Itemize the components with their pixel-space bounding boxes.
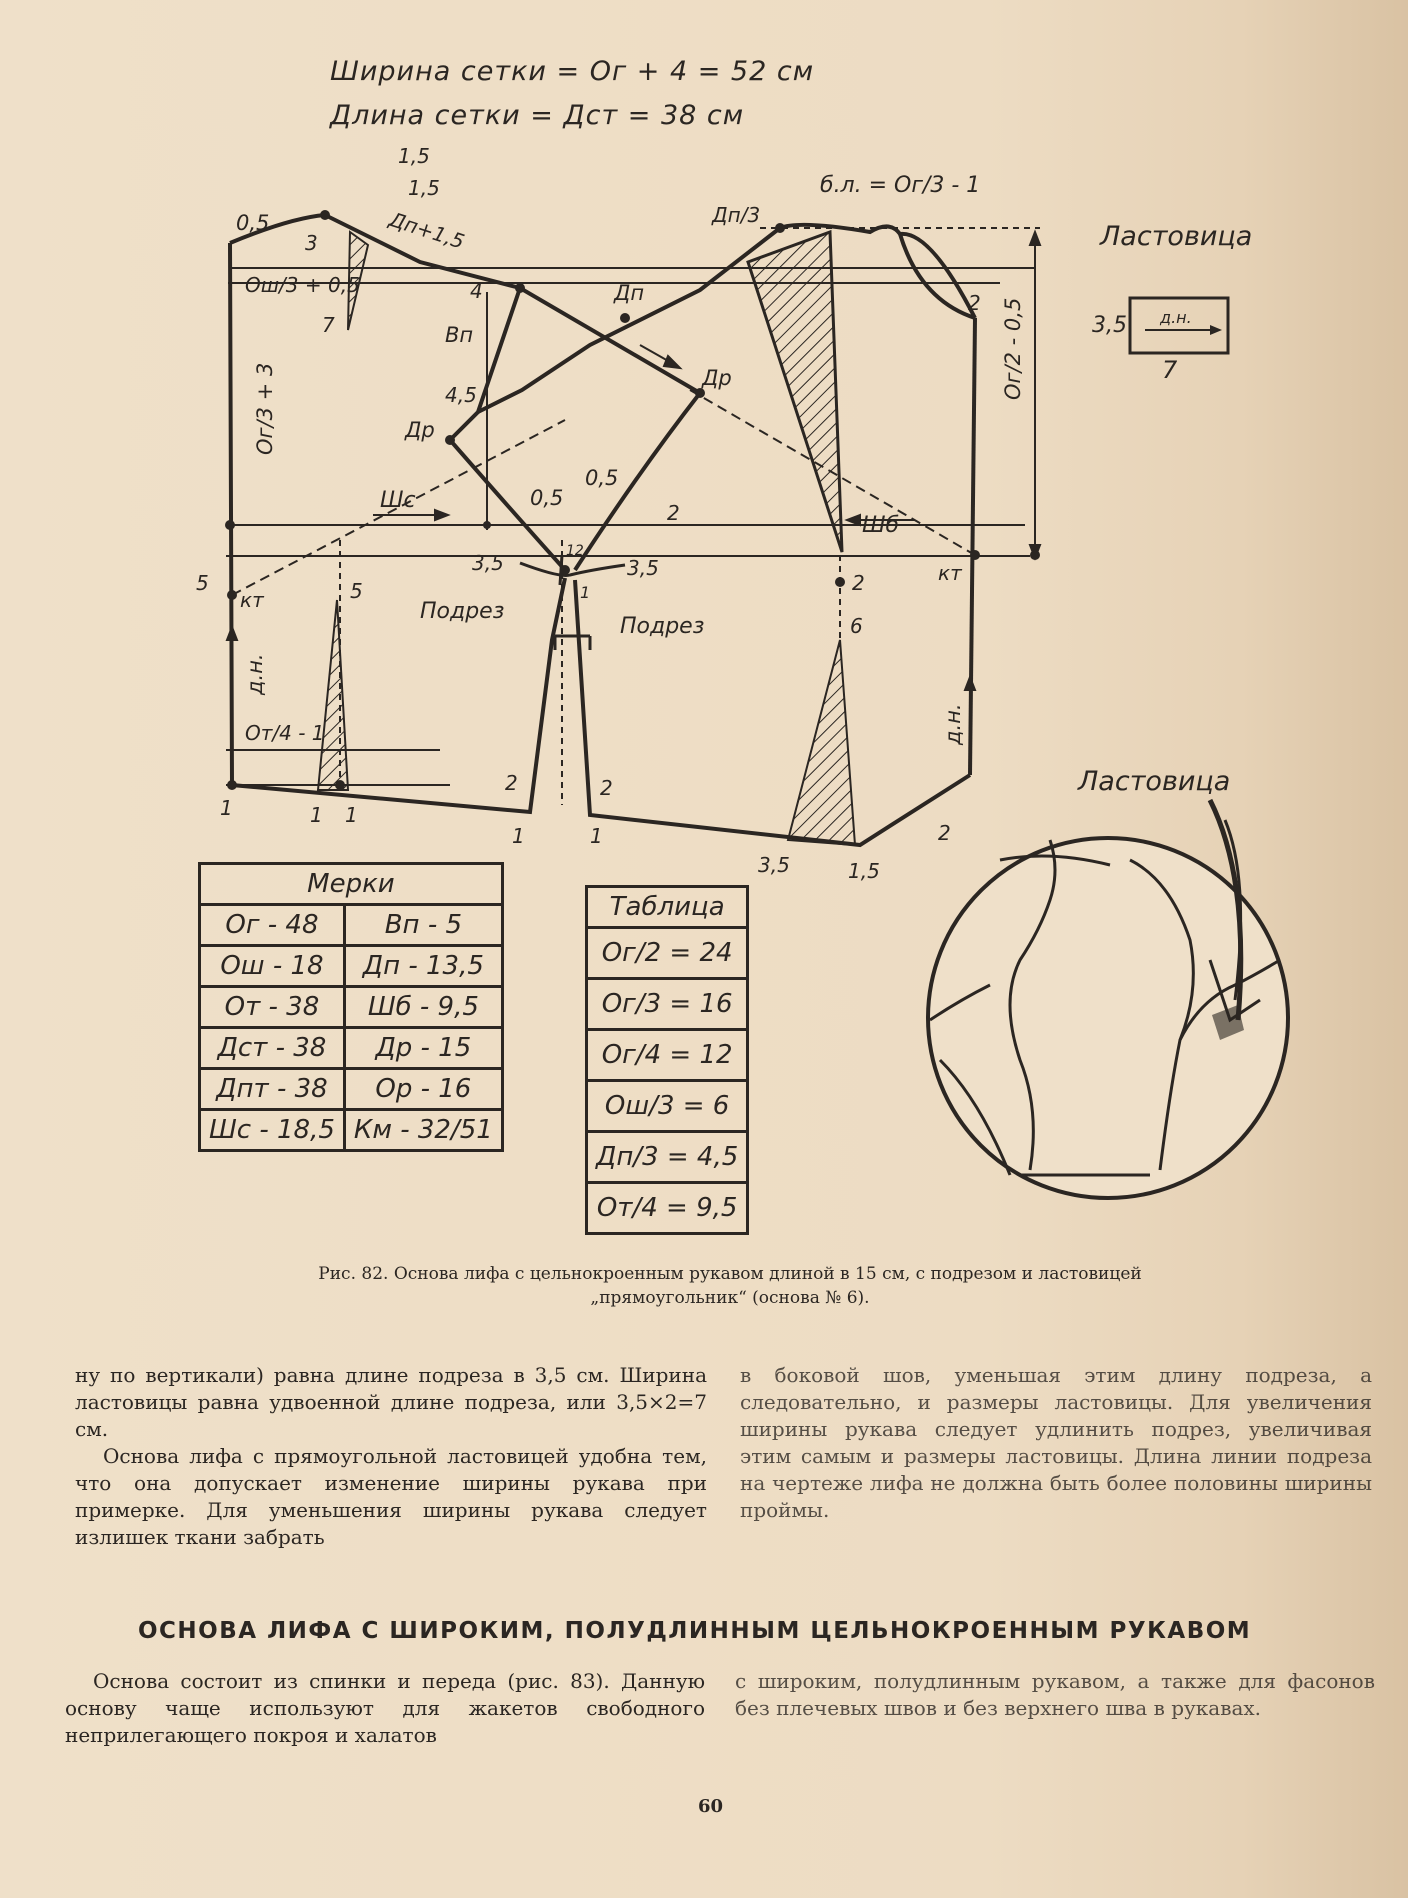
label-1-hem-right: 1 (590, 824, 603, 848)
formula-cell: Ог/4 = 12 (587, 1030, 748, 1081)
table-row (200, 987, 503, 1028)
table-row (587, 979, 748, 1030)
right-paragraph-1: в боковой шов, уменьшая этим длину подреза, а следовательно, и размеры ластовицы. Для увеличения ширины рукава следует удлинить подрез, увеличивая этим самым и размеры ластовицы. Длина линии подреза на чертеже лифа не должна быть более половины ширины проймы. (740, 1363, 1372, 1522)
left-paragraph-3: Основа состоит из спинки и переда (рис. 83). Данную основу чаще используют для жакетов свободного неприлегающего покроя и халатов (65, 1669, 705, 1747)
ot-formula: От/4 - 1 (245, 721, 325, 745)
measure-cell: От - 38 (200, 987, 345, 1028)
label-2-marker: 2 (667, 501, 680, 525)
grid-length-formula: Длина сетки = Дст = 38 см (330, 100, 745, 131)
measure-cell: Ор - 16 (344, 1069, 502, 1110)
label-1-dart-a: 1 (310, 803, 323, 827)
caption-line-1: Рис. 82. Основа лифа с цельнокроенным рукавом длиной в 15 см, с подрезом и ластовицей (318, 1264, 1142, 1284)
gusset-illustration (928, 800, 1288, 1198)
label-5-dart: 5 (350, 579, 363, 603)
underarm-cut (520, 555, 625, 650)
label-3-5-hem: 3,5 (758, 853, 790, 877)
osh-formula: Ош/3 + 0,5 (245, 273, 360, 297)
grid-width-formula: Ширина сетки = Ог + 4 = 52 см (330, 56, 815, 87)
label-2-hem-left: 2 (505, 771, 518, 795)
page-number: 60 (698, 1796, 724, 1817)
label-4-5: 4,5 (445, 383, 477, 407)
label-2-armhole: 2 (968, 291, 981, 315)
table-row (587, 928, 748, 979)
gusset-left-dim: 3,5 (1092, 313, 1127, 338)
formula-table-title: Таблица (587, 887, 748, 928)
label-4: 4 (470, 279, 483, 303)
og3-formula: Ог/3 + 3 (253, 362, 277, 455)
label-0-5-neck: 0,5 (236, 211, 270, 235)
label-12: 12 (566, 543, 584, 559)
front-waist-dart (788, 640, 855, 845)
shs-label: Шс (380, 488, 416, 513)
dn-left-label: д.н. (243, 653, 267, 695)
podrez-right-label: Подрез (620, 614, 705, 639)
label-1-5-top: 1,5 (398, 144, 430, 168)
formula-cell: Ог/2 = 24 (587, 928, 748, 979)
table-row (200, 905, 503, 946)
left-column (75, 1362, 707, 1551)
gusset-bottom-dim: 7 (1162, 356, 1178, 384)
measure-cell: Др - 15 (344, 1028, 502, 1069)
table-row (200, 946, 503, 987)
measure-cell: Км - 32/51 (344, 1110, 502, 1151)
left-paragraph-2: Основа лифа с прямоугольной ластовицей удобна тем, что она допускает изменение ширины рукава при примерке. Для уменьшения ширины рукава следует излишек ткани забрать (75, 1444, 707, 1549)
podrez-left-label: Подрез (420, 599, 505, 624)
label-3-neck: 3 (305, 231, 318, 255)
measure-cell: Шб - 9,5 (344, 987, 502, 1028)
label-2-hem-front: 2 (938, 821, 951, 845)
label-1-dart-b: 1 (345, 803, 358, 827)
label-1-corner: 1 (220, 796, 233, 820)
label-3-5-left: 3,5 (472, 551, 504, 575)
kt-right-label: кт (938, 561, 962, 585)
back-waist-dart (318, 600, 348, 790)
label-1-5-hem: 1,5 (848, 859, 880, 883)
formula-cell: Дп/3 = 4,5 (587, 1132, 748, 1183)
measures-title: Мерки (200, 864, 503, 905)
measure-cell: Ош - 18 (200, 946, 345, 987)
right-column (740, 1362, 1372, 1524)
formula-cell: Ог/3 = 16 (587, 979, 748, 1030)
gusset-box-label: д.н. (1160, 308, 1192, 327)
figure-caption (190, 1262, 1270, 1310)
dr-right-label: Др (702, 366, 732, 390)
table-row (200, 1110, 503, 1151)
formula-cell: От/4 = 9,5 (587, 1183, 748, 1234)
measure-cell: Ог - 48 (200, 905, 345, 946)
vp-label: Вп (445, 323, 474, 347)
back-armhole-formula: б.л. = Ог/3 - 1 (820, 173, 981, 198)
dp3-label: Дп/3 (712, 203, 761, 227)
label-6: 6 (850, 614, 863, 638)
og2-formula: Ог/2 - 0,5 (1001, 297, 1025, 400)
gusset-illustration-title: Ластовица (1078, 766, 1231, 797)
label-1-5-second: 1,5 (408, 176, 440, 200)
front-shoulder-dart (748, 232, 842, 552)
measures-table (198, 862, 504, 1152)
label-2-side: 2 (852, 571, 865, 595)
right-paragraph-3: с широким, полудлинным рукавом, а также для фасонов без плечевых швов и без верхнего шва в рукавах. (735, 1669, 1375, 1720)
dp-label: Дп (614, 281, 645, 305)
dn-right-label: д.н. (941, 703, 965, 745)
table-row (587, 1132, 748, 1183)
label-1-cut: 1 (580, 583, 591, 602)
dp15-label: Дп+1,5 (386, 206, 468, 254)
label-3-5-right: 3,5 (627, 556, 659, 580)
left-paragraph-1: ну по вертикали) равна длине подреза в 3,5 см. Ширина ластовицы равна удвоенной длине подреза, или 3,5×2=7 см. (75, 1363, 707, 1441)
table-row (587, 1081, 748, 1132)
measure-cell: Дст - 38 (200, 1028, 345, 1069)
formula-table (585, 885, 749, 1235)
label-5-left: 5 (196, 571, 209, 595)
table-row (587, 1183, 748, 1234)
label-2-hem-right: 2 (600, 776, 613, 800)
measure-cell: Шс - 18,5 (200, 1110, 345, 1151)
formula-cell: Ош/3 = 6 (587, 1081, 748, 1132)
measure-cell: Дп - 13,5 (344, 946, 502, 987)
gusset-title: Ластовица (1100, 221, 1253, 252)
label-1-hem-left: 1 (512, 824, 525, 848)
label-7-dart: 7 (322, 313, 335, 337)
left-column-2 (65, 1668, 705, 1749)
dr-left-label: Др (405, 418, 435, 442)
shb-label: Шб (862, 513, 900, 538)
measure-cell: Дпт - 38 (200, 1069, 345, 1110)
section-heading: ОСНОВА ЛИФА С ШИРОКИМ, ПОЛУДЛИННЫМ ЦЕЛЬНОКРОЕННЫМ РУКАВОМ (138, 1618, 1252, 1644)
outline-front (478, 225, 975, 845)
label-0-5-right: 0,5 (585, 466, 619, 490)
table-row (587, 1030, 748, 1081)
kt-left-label: кт (240, 588, 264, 612)
caption-line-2: „прямоугольник“ (основа № 6). (590, 1288, 870, 1308)
table-row (200, 1069, 503, 1110)
measure-cell: Вп - 5 (344, 905, 502, 946)
table-row (200, 1028, 503, 1069)
label-0-5-left: 0,5 (530, 486, 564, 510)
right-column-2 (735, 1668, 1375, 1722)
